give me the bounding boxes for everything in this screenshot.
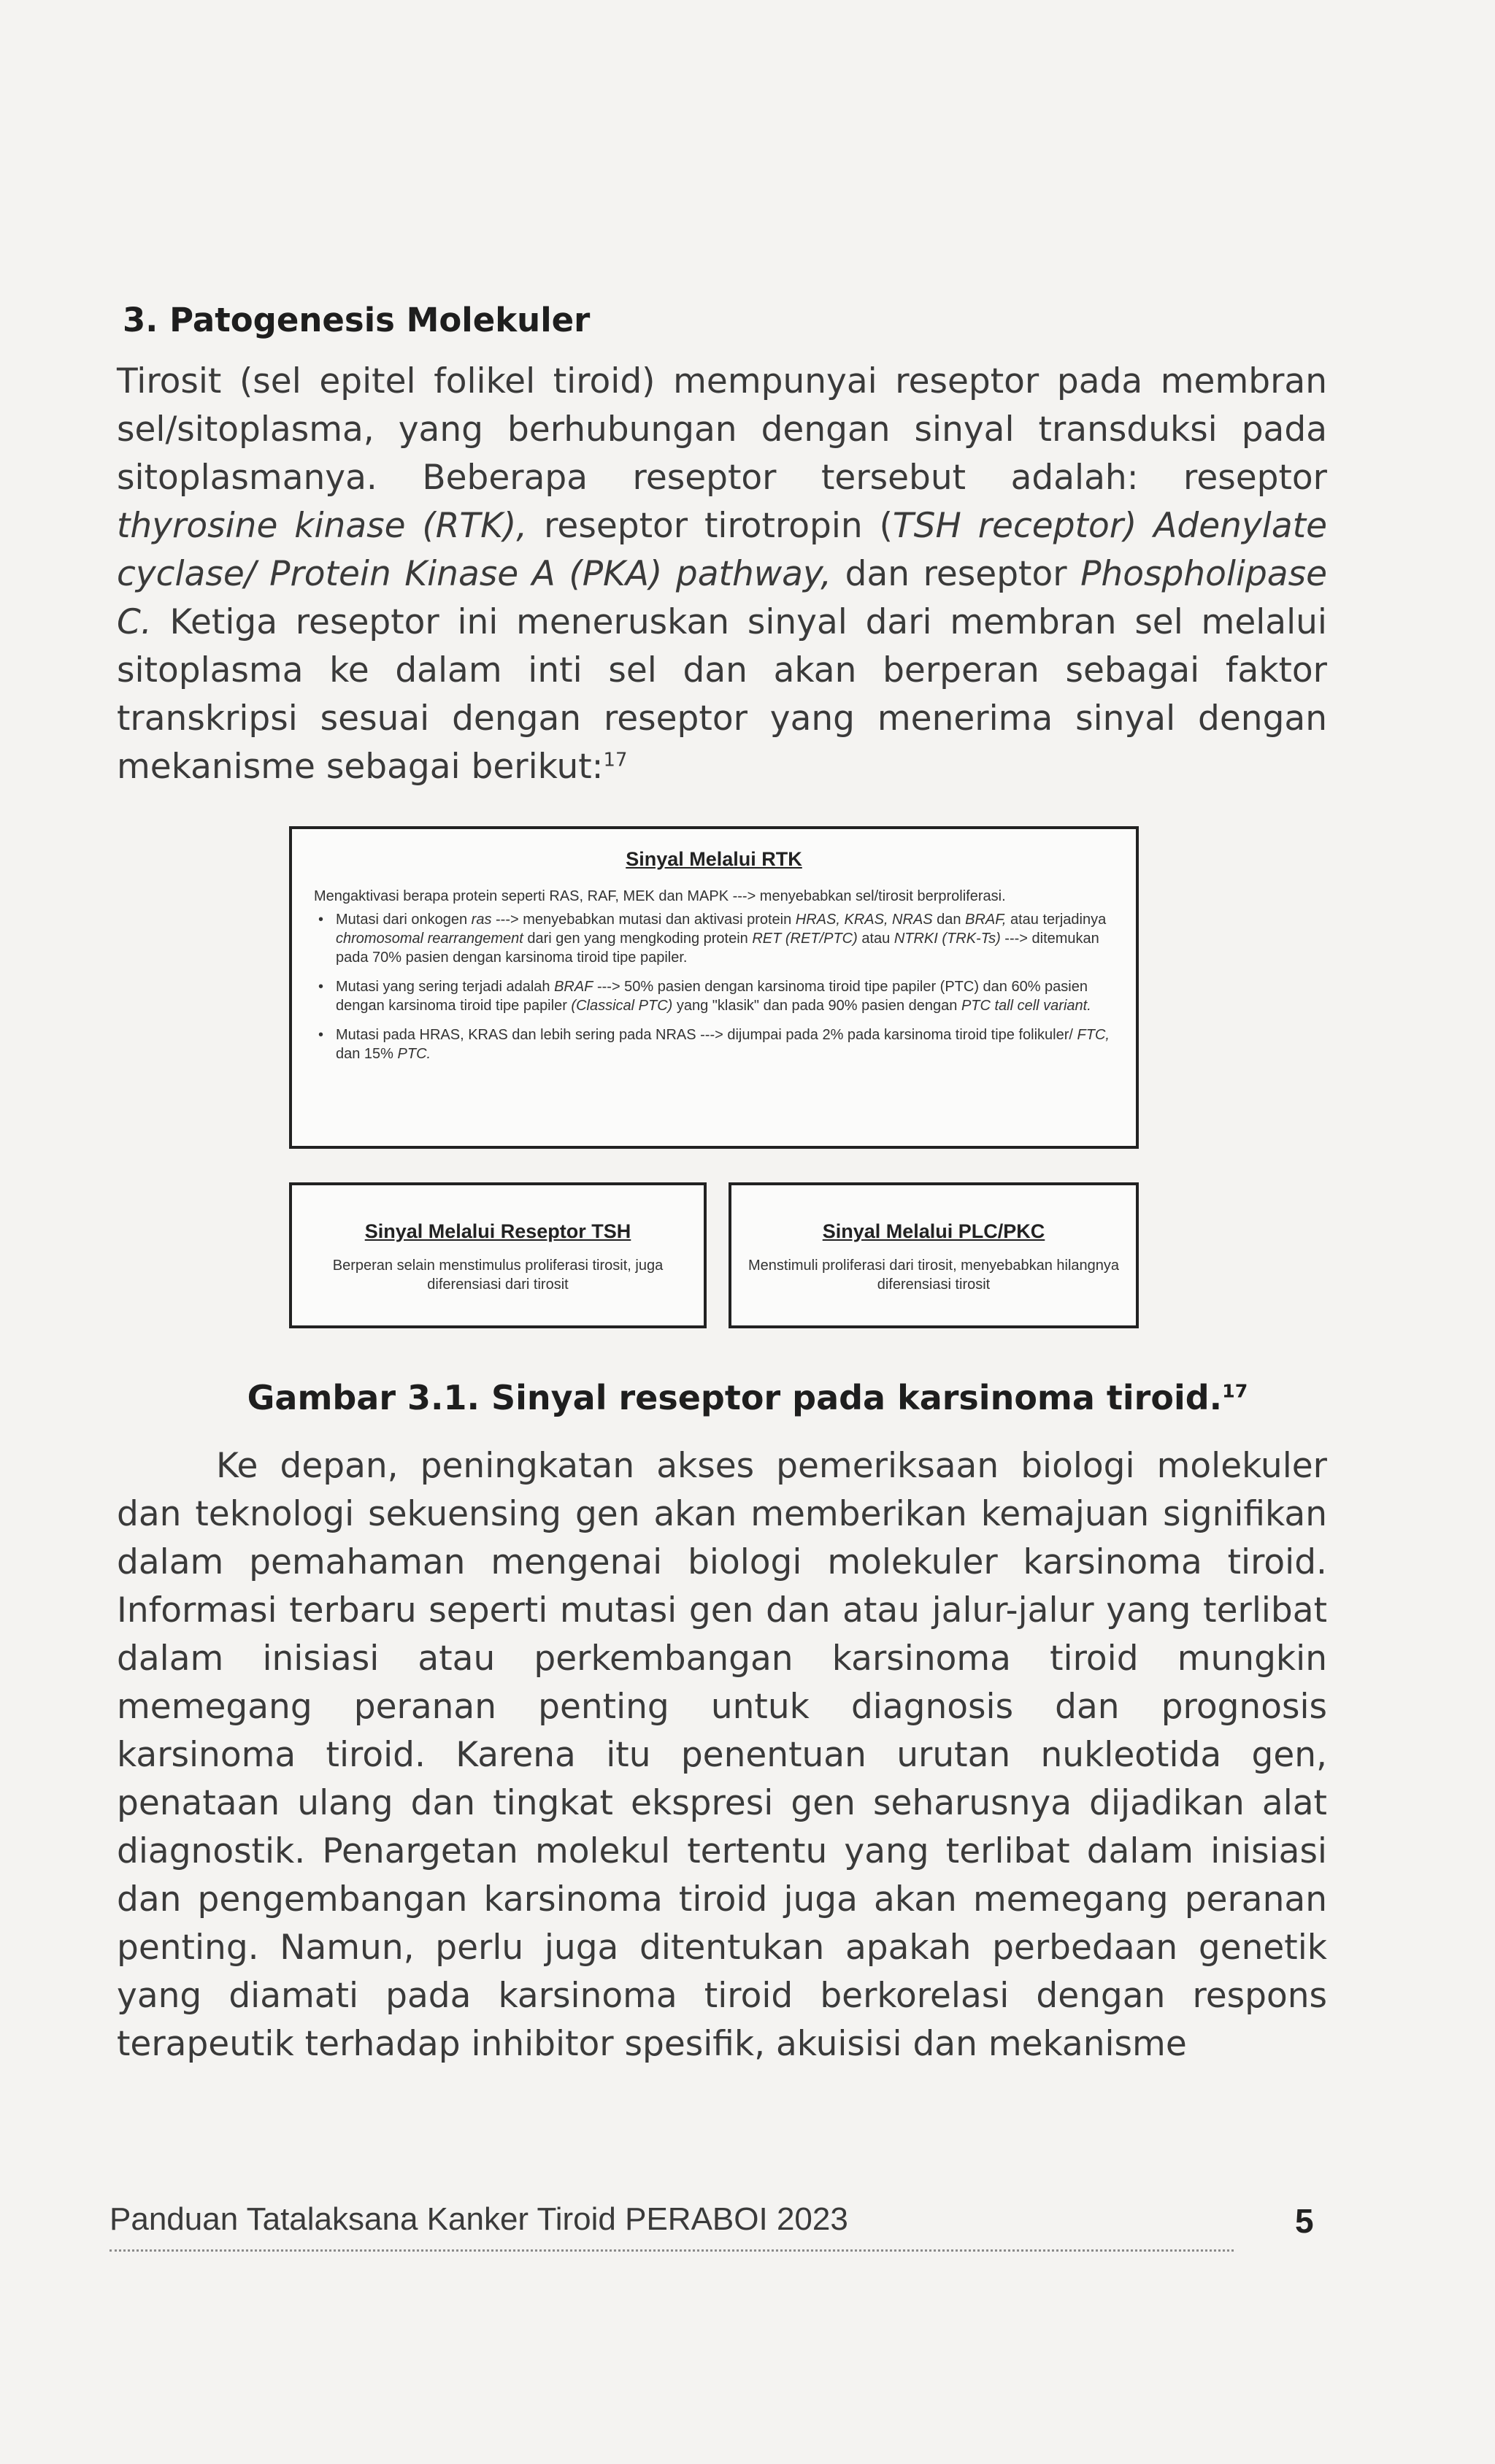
text-run: Mutasi dari onkogen <box>336 912 472 928</box>
text-run: Tirosit (sel epitel folikel tiroid) mempunyai reseptor pada membran sel/sitoplasma, yang berhubungan dengan sinyal transduksi pada sitoplasmanya. Beberapa reseptor tersebut adalah: reseptor <box>117 361 1327 498</box>
italic-run: TSH receptor) Adenylate cyclase/ Protein Kinase A (PKA) pathway, <box>117 506 1327 594</box>
page-number: 5 <box>1295 2202 1314 2240</box>
italic-run: NTRKI (TRK-Ts) <box>893 931 1001 947</box>
body-paragraph: Ke depan, peningkatan akses pemeriksaan biologi molekuler dan teknologi sekuensing gen akan memberikan kemajuan signifikan dalam pemahaman mengenai biologi molekuler karsinoma tiroid. Informasi terbaru seperti mutasi gen dan atau jalur-jalur yang terlibat dalam inisiasi atau perkembangan karsinoma tiroid mungkin memegang peranan penting untuk diagnosis dan prognosis karsinoma tiroid. Karena itu penentuan urutan nukleotida gen, penataan ulang dan tingkat ekspresi gen seharusnya dijadikan alat diagnostik. Penargetan molekul tertentu yang terlibat dalam inisiasi dan pengembangan karsinoma tiroid juga akan memegang peranan penting. Namun, perlu juga ditentukan apakah perbedaan genetik yang diamati pada karsinoma tiroid berkorelasi dengan respons terapeutik terhadap inhibitor spesifik, akuisisi dan mekanisme <box>117 1446 1327 2064</box>
text-run: dan <box>932 912 966 928</box>
intro-paragraph <box>117 358 1327 791</box>
text-run: yang "klasik" dan pada 90% pasien dengan <box>672 998 961 1014</box>
plc-box-title: Sinyal Melalui PLC/PKC <box>822 1220 1045 1242</box>
plc-signal-box <box>729 1182 1139 1328</box>
text-run: dan 15% <box>336 1046 398 1062</box>
rtk-bullet-list <box>314 910 1114 1063</box>
italic-run: ras <box>471 912 492 928</box>
plc-box-text: Menstimuli proliferasi dari tirosit, menyebabkan hilangnya diferensiasi tirosit <box>748 1258 1120 1293</box>
footer-title: Panduan Tatalaksana Kanker Tiroid PERABOI 2023 <box>109 2201 848 2237</box>
rtk-intro-text: Mengaktivasi berapa protein seperti RAS, RAF, MEK dan MAPK ---> menyebabkan sel/tirosit berproliferasi. <box>314 888 1006 904</box>
italic-run: BRAF, <box>965 912 1007 928</box>
text-run: ---> menyebabkan mutasi dan aktivasi protein <box>491 912 796 928</box>
text-run: ---> ditemukan pada 70% pasien dengan karsinoma tiroid tipe papiler. <box>336 931 1099 966</box>
italic-run: FTC, <box>1077 1027 1110 1043</box>
text-run: ---> 50% pasien dengan karsinoma tiroid tipe papiler (PTC) dan 60% pasien dengan karsinoma tiroid tipe papiler <box>336 979 1088 1014</box>
italic-run: BRAF <box>554 979 593 995</box>
rtk-bullet-item <box>314 1025 1114 1063</box>
tsh-box-title: Sinyal Melalui Reseptor TSH <box>364 1220 631 1242</box>
italic-run: PTC. <box>397 1046 431 1062</box>
italic-run: chromosomal rearrangement <box>336 931 523 947</box>
footer-dotted-rule <box>109 2249 1234 2252</box>
reference-marker: 17 <box>603 749 628 771</box>
text-run: reseptor tirotropin ( <box>527 506 893 546</box>
caption-text: Gambar 3.1. Sinyal reseptor pada karsinoma tiroid. <box>247 1378 1223 1417</box>
rtk-signal-box <box>289 826 1139 1149</box>
text-run: atau terjadinya <box>1006 912 1107 928</box>
text-run: atau <box>857 931 894 947</box>
reference-marker: 17 <box>1222 1380 1248 1402</box>
italic-run: PTC tall cell variant. <box>961 998 1091 1014</box>
text-run: Mutasi yang sering terjadi adalah <box>336 979 555 995</box>
italic-run: thyrosine kinase (RTK), <box>117 506 528 546</box>
rtk-bullet-item <box>314 910 1114 967</box>
italic-run: (Classical PTC) <box>571 998 673 1014</box>
text-run: dari gen yang mengkoding protein <box>523 931 753 947</box>
text-run: Mutasi pada HRAS, KRAS dan lebih sering pada NRAS ---> dijumpai pada 2% pada karsinoma tiroid tipe folikuler/ <box>336 1027 1077 1043</box>
italic-run: RET (RET/PTC) <box>752 931 858 947</box>
figure-caption <box>0 1378 1495 1417</box>
rtk-box-title: Sinyal Melalui RTK <box>626 848 802 870</box>
italic-run: HRAS, KRAS, NRAS <box>795 912 933 928</box>
section-title: 3. Patogenesis Molekuler <box>123 301 591 339</box>
italic-run: Phospholipase C. <box>117 554 1327 642</box>
text-run: Ketiga reseptor ini meneruskan sinyal dari membran sel melalui sitoplasma ke dalam inti sel dan akan berperan sebagai faktor transkripsi sesuai dengan reseptor yang menerima sinyal dengan mekanisme sebagai berikut: <box>117 602 1327 787</box>
rtk-bullet-item <box>314 977 1114 1015</box>
tsh-box-text: Berperan selain menstimulus proliferasi tirosit, juga diferensiasi dari tirosit <box>332 1258 664 1293</box>
tsh-signal-box <box>289 1182 707 1328</box>
text-run: dan reseptor <box>831 554 1081 594</box>
